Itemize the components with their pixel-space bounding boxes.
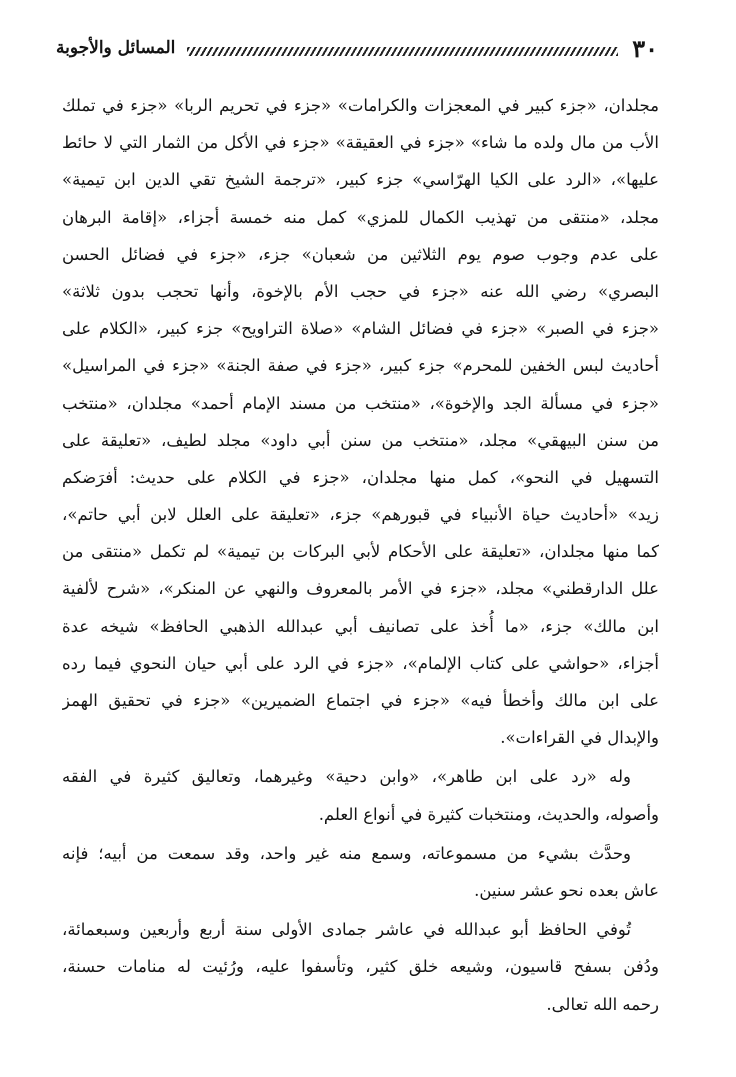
text-line: زيد» «أحاديث حياة الأنبياء في قبورهم» جزء، «تعليقة على العلل لابن أبي حاتم»، <box>62 505 659 525</box>
text-line: ودُفن بسفح قاسيون، وشيعه خلق كثير، وتأسفوا عليه، ورُئيت له منامات حسنة، <box>62 957 659 977</box>
text-line: والإبدال في القراءات». <box>500 728 659 748</box>
header-rule <box>187 47 618 56</box>
text-line: من سنن البيهقي» مجلد، «منتخب من سنن أبي داود» مجلد لطيف، «تعليقة على <box>62 430 659 450</box>
text-line: التسهيل في النحو»، كمل منها مجلدان، «جزء في الكلام على حديث: أفرَضكم <box>62 467 659 487</box>
body-text <box>62 87 659 1025</box>
text-line: وله «رد على ابن طاهر»، «وابن دحية» وغيرهما، وتعاليق كثيرة في الفقه <box>62 767 631 787</box>
text-line: ابن مالك» جزء، «ما أُخذ على تصانيف أبي عبدالله الذهبي الحافظ» شيخه عدة <box>62 616 659 636</box>
text-line: وأصوله، والحديث، ومنتخبات كثيرة في أنواع العلم. <box>318 804 659 824</box>
page-header <box>56 30 658 66</box>
text-line: أحاديث لبس الخفين للمحرم» جزء كبير، «جزء في صفة الجنة» «جزء في المراسيل» <box>62 356 659 376</box>
text-line: تُوفي الحافظ أبو عبدالله في عاشر جمادى الأولى سنة أربع وأربعين وسبعمائة، <box>62 920 631 940</box>
text-line: مجلد، «منتقى من تهذيب الكمال للمزي» كمل منه خمسة أجزاء، «إقامة البرهان <box>62 207 659 227</box>
text-line: الأب من مال ولده ما شاء» «جزء في العقيقة» «جزء في الأكل من الثمار التي لا حائط <box>62 133 659 153</box>
paragraph <box>62 87 659 756</box>
text-line: عليها»، «الرد على الكيا الهرّاسي» جزء كبير، «ترجمة الشيخ تقي الدين ابن تيمية» <box>62 170 659 190</box>
running-title: المسائل والأجوبة <box>56 38 176 58</box>
text-line: على ابن مالك وأخطأ فيه» «جزء في اجتماع الضميرين» «جزء في تحقيق الهمز <box>62 691 659 710</box>
page-number: ٣٠ <box>632 33 658 63</box>
text-line: «جزء في الصبر» «جزء في فضائل الشام» «صلاة التراويح» جزء كبير، «الكلام على <box>62 319 659 339</box>
text-line: «جزء في مسألة الجد والإخوة»، «منتخب من مسند الإمام أحمد» مجلدان، «منتخب <box>62 393 659 413</box>
text-line: البصري» رضي الله عنه «جزء في حجب الأم بالإخوة، وأنها تحجب بدون ثلاثة» <box>62 281 659 301</box>
text-line: وحدَّث بشيء من مسموعاته، وسمع منه غير واحد، وقد سمعت من أبيه؛ فإنه <box>62 843 631 863</box>
text-line: أجزاء، «حواشي على كتاب الإلمام»، «جزء في الرد على أبي حيان النحوي فيما رده <box>62 653 659 673</box>
paragraph <box>62 758 659 832</box>
paragraph <box>62 835 659 909</box>
text-line: على عدم وجوب صوم يوم الثلاثين من شعبان» جزء، «جزء في فضائل الحسن <box>62 244 659 264</box>
text-line: عاش بعده نحو عشر سنين. <box>474 880 659 900</box>
text-line: علل الدارقطني» مجلد، «جزء في الأمر بالمعروف والنهي عن المنكر»، «شرح لألفية <box>62 579 659 599</box>
paragraph <box>62 911 659 1023</box>
text-line: رحمه الله تعالى. <box>546 994 659 1014</box>
text-line: كما منها مجلدان، «تعليقة على الأحكام لأبي البركات بن تيمية» لم تكمل «منتقى من <box>62 542 659 562</box>
text-line: مجلدان، «جزء كبير في المعجزات والكرامات» «جزء في تحريم الربا» «جزء في تملك <box>62 96 659 115</box>
